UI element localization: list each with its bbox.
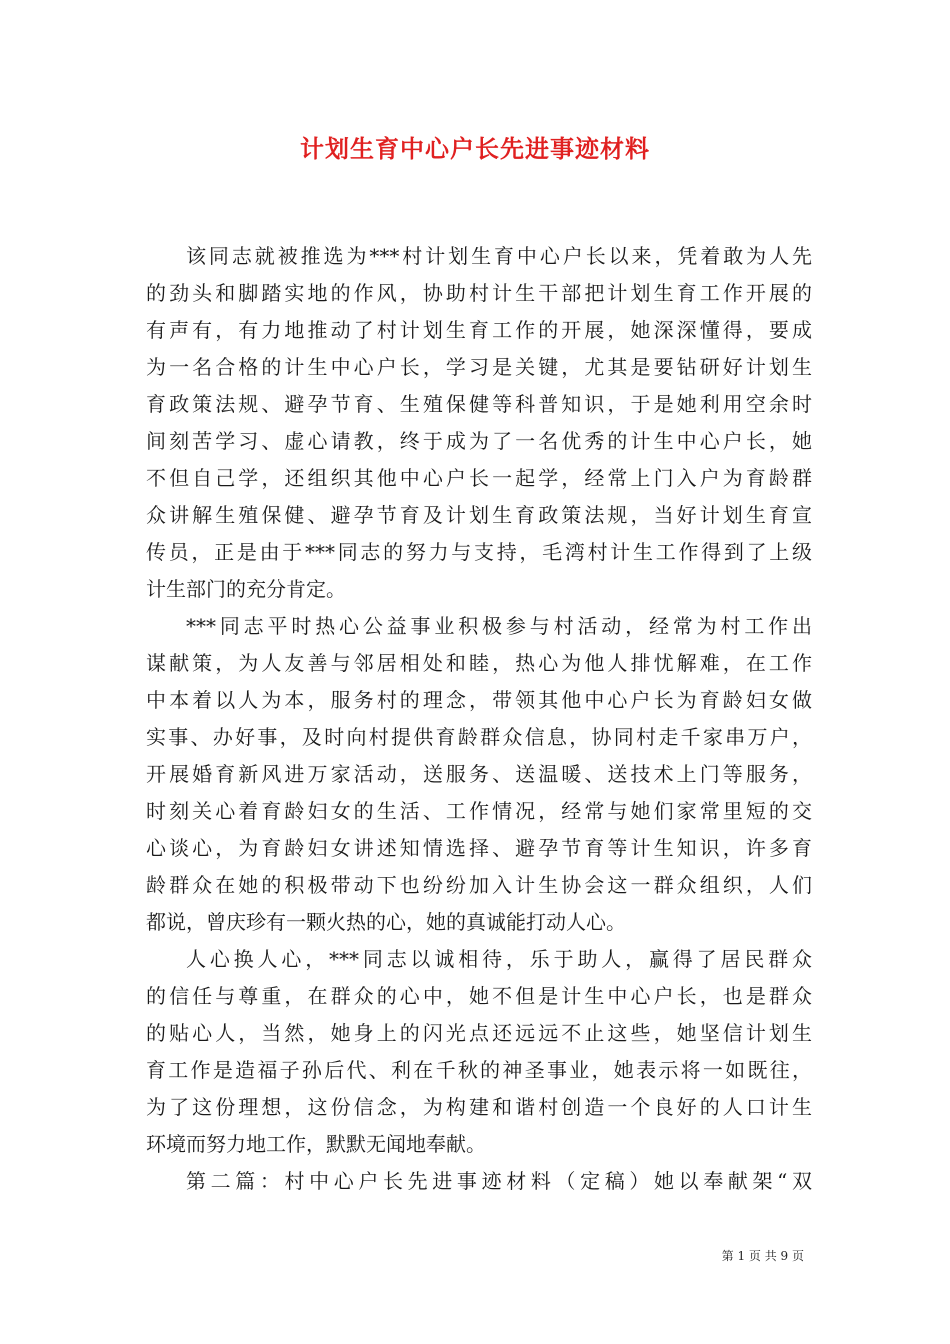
- text-line: 众讲解生殖保健、避孕节育及计划生育政策法规，当好计划生育宣: [146, 503, 812, 527]
- text-line: 都说，曾庆珍有一颗火热的心，她的真诚能打动人心。: [146, 910, 626, 934]
- text-line: 人心换人心，***同志以诚相待，乐于助人，赢得了居民群众: [186, 947, 812, 971]
- paragraph-4: [146, 1163, 812, 1200]
- text-line: 心谈心，为育龄妇女讲述知情选择、避孕节育等计生知识，许多育: [146, 836, 812, 860]
- text-line: 的贴心人，当然，她身上的闪光点还远远不止这些，她坚信计划生: [146, 1021, 812, 1045]
- text-line: 育政策法规、避孕节育、生殖保健等科普知识，于是她利用空余时: [146, 392, 812, 416]
- text-line: ***同志平时热心公益事业积极参与村活动，经常为村工作出: [186, 614, 812, 638]
- page-number: 第 1 页 共 9 页: [721, 1249, 804, 1263]
- text-line: 为了这份理想，这份信念，为构建和谐村创造一个良好的人口计生: [146, 1095, 812, 1119]
- text-line: 计生部门的充分肯定。: [146, 577, 346, 601]
- text-line: 第二篇：村中心户长先进事迹材料（定稿）她以奉献架“双: [186, 1169, 812, 1193]
- text-line: 环境而努力地工作，默默无闻地奉献。: [146, 1132, 486, 1156]
- text-line: 有声有，有力地推动了村计划生育工作的开展，她深深懂得，要成: [146, 318, 812, 342]
- text-line: 该同志就被推选为***村计划生育中心户长以来，凭着敢为人先: [186, 244, 812, 268]
- text-line: 传员，正是由于***同志的努力与支持，毛湾村计生工作得到了上级: [146, 540, 812, 564]
- paragraph-3: [146, 941, 812, 1163]
- text-line: 时刻关心着育龄妇女的生活、工作情况，经常与她们家常里短的交: [146, 799, 812, 823]
- text-line: 的劲头和脚踏实地的作风，协助村计生干部把计划生育工作开展的: [146, 281, 812, 305]
- text-line: 开展婚育新风进万家活动，送服务、送温暖、送技术上门等服务，: [146, 762, 812, 786]
- text-line: 龄群众在她的积极带动下也纷纷加入计生协会这一群众组织，人们: [146, 873, 812, 897]
- text-line: 不但自己学，还组织其他中心户长一起学，经常上门入户为育龄群: [146, 466, 812, 490]
- paragraph-1: [146, 238, 812, 608]
- text-line: 间刻苦学习、虚心请教，终于成为了一名优秀的计生中心户长，她: [146, 429, 812, 453]
- text-line: 实事、办好事，及时向村提供育龄群众信息，协同村走千家串万户，: [146, 725, 812, 749]
- text-line: 中本着以人为本，服务村的理念，带领其他中心户长为育龄妇女做: [146, 688, 812, 712]
- page-title: 计划生育中心户长先进事迹材料: [300, 134, 650, 163]
- paragraph-2: [146, 608, 812, 941]
- text-line: 谋献策，为人友善与邻居相处和睦，热心为他人排忧解难，在工作: [146, 651, 812, 675]
- text-line: 为一名合格的计生中心户长，学习是关键，尤其是要钻研好计划生: [146, 355, 812, 379]
- text-line: 育工作是造福子孙后代、利在千秋的神圣事业，她表示将一如既往，: [146, 1058, 812, 1082]
- text-line: 的信任与尊重，在群众的心中，她不但是计生中心户长，也是群众: [146, 984, 812, 1008]
- document-body: [146, 238, 812, 1200]
